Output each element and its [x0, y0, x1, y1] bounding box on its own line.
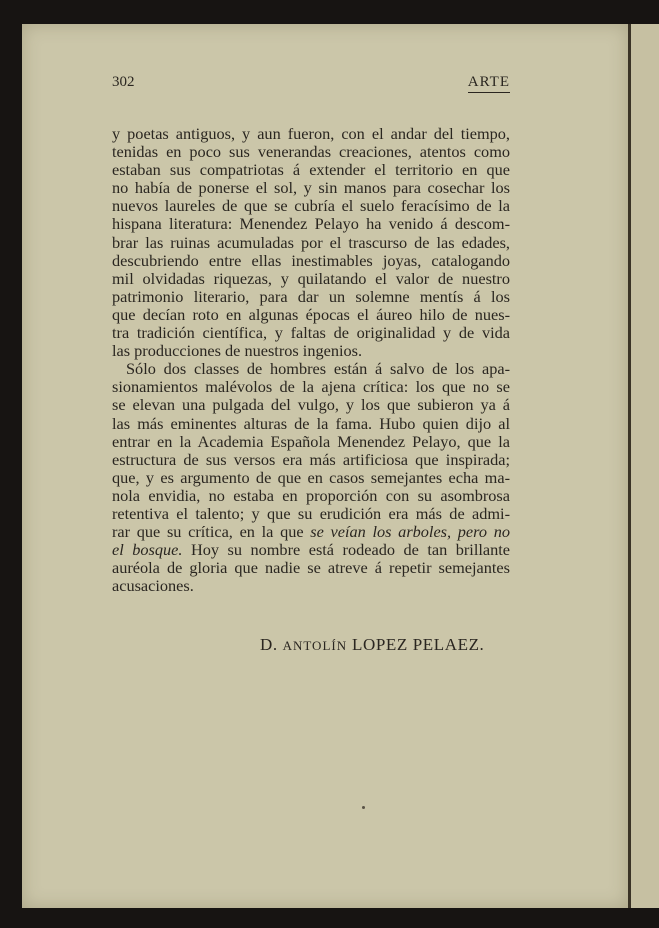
signature-surname: LOPEZ PELAEZ. — [347, 635, 485, 654]
text-line: se elevan una pulgada del vulgo, y los que subieron ya á — [112, 395, 510, 415]
text-line: y poetas antiguos, y aun fueron, con el andar del tiempo, — [112, 124, 510, 143]
text-line: que decían roto en algunas épocas el áureo hilo de nues- — [112, 304, 510, 324]
page-number: 302 — [112, 74, 135, 90]
text-line: hispana literatura: Menendez Pelayo ha venido á descom- — [112, 214, 510, 234]
text-segment: Hoy su nombre está rodeado de tan brillante — [182, 540, 510, 560]
text-line — [112, 523, 510, 541]
text-line: brar las ruinas acumuladas por el trascurso de las edades, — [112, 232, 510, 252]
text-line: estructura de sus versos era más artificiosa que inspirada; — [112, 449, 510, 469]
page-header — [112, 74, 510, 93]
text-line: las producciones de nuestros ingenios. — [112, 341, 363, 361]
text-line: tenidas en poco sus venerandas creaciones, atentos como — [112, 142, 510, 162]
signature-first-name: ANTOLÍN — [282, 638, 348, 653]
text-line: descubriendo entre ellas inestimables joyas, catalogando — [112, 250, 510, 270]
italic-quote: el bosque. — [112, 540, 183, 560]
text-line: Sólo dos classes de hombres están á salvo de los apa- — [126, 359, 510, 379]
italic-quote: se veían los arboles, pero no — [310, 522, 510, 542]
text-line: auréola de gloria que nadie se atreve á repetir semejantes — [112, 558, 510, 578]
author-signature — [260, 635, 484, 655]
text-segment: rar que su crítica, en la que — [112, 522, 311, 542]
text-line: no había de ponerse el sol, y sin manos para cosechar los — [112, 178, 510, 198]
text-line: nola envidia, no estaba en proporción con su asombrosa — [112, 485, 510, 505]
text-line: que, y es argumento de que en casos semejantes echa ma- — [112, 467, 510, 487]
adjacent-page-edge — [628, 24, 659, 908]
running-title: ARTE — [468, 74, 510, 93]
text-line: tra tradición científica, y faltas de originalidad y de vida — [112, 323, 510, 343]
text-line: sionamientos malévolos de la ajena crítica: los que no se — [112, 377, 510, 397]
text-line: entrar en la Academia Española Menendez Pelayo, que la — [112, 431, 510, 451]
text-line: nuevos laureles de que se cubría el suelo feracísimo de la — [112, 196, 510, 216]
text-line: las más eminentes alturas de la fama. Hubo quien dijo al — [112, 413, 510, 433]
signature-initial: D. — [260, 635, 283, 654]
article-text — [112, 125, 510, 595]
text-line: mil olvidadas riquezas, y quilatando el valor de nuestro — [112, 268, 510, 288]
text-line — [112, 541, 510, 559]
paper-speck — [362, 806, 365, 809]
text-line: retentiva el talento; y que su erudición era más de admi- — [112, 503, 510, 523]
text-line: acusaciones. — [112, 576, 194, 596]
text-line: patrimonio literario, para dar un solemne mentís á los — [112, 286, 510, 306]
text-line: estaban sus compatriotas á extender el territorio en que — [112, 160, 510, 180]
